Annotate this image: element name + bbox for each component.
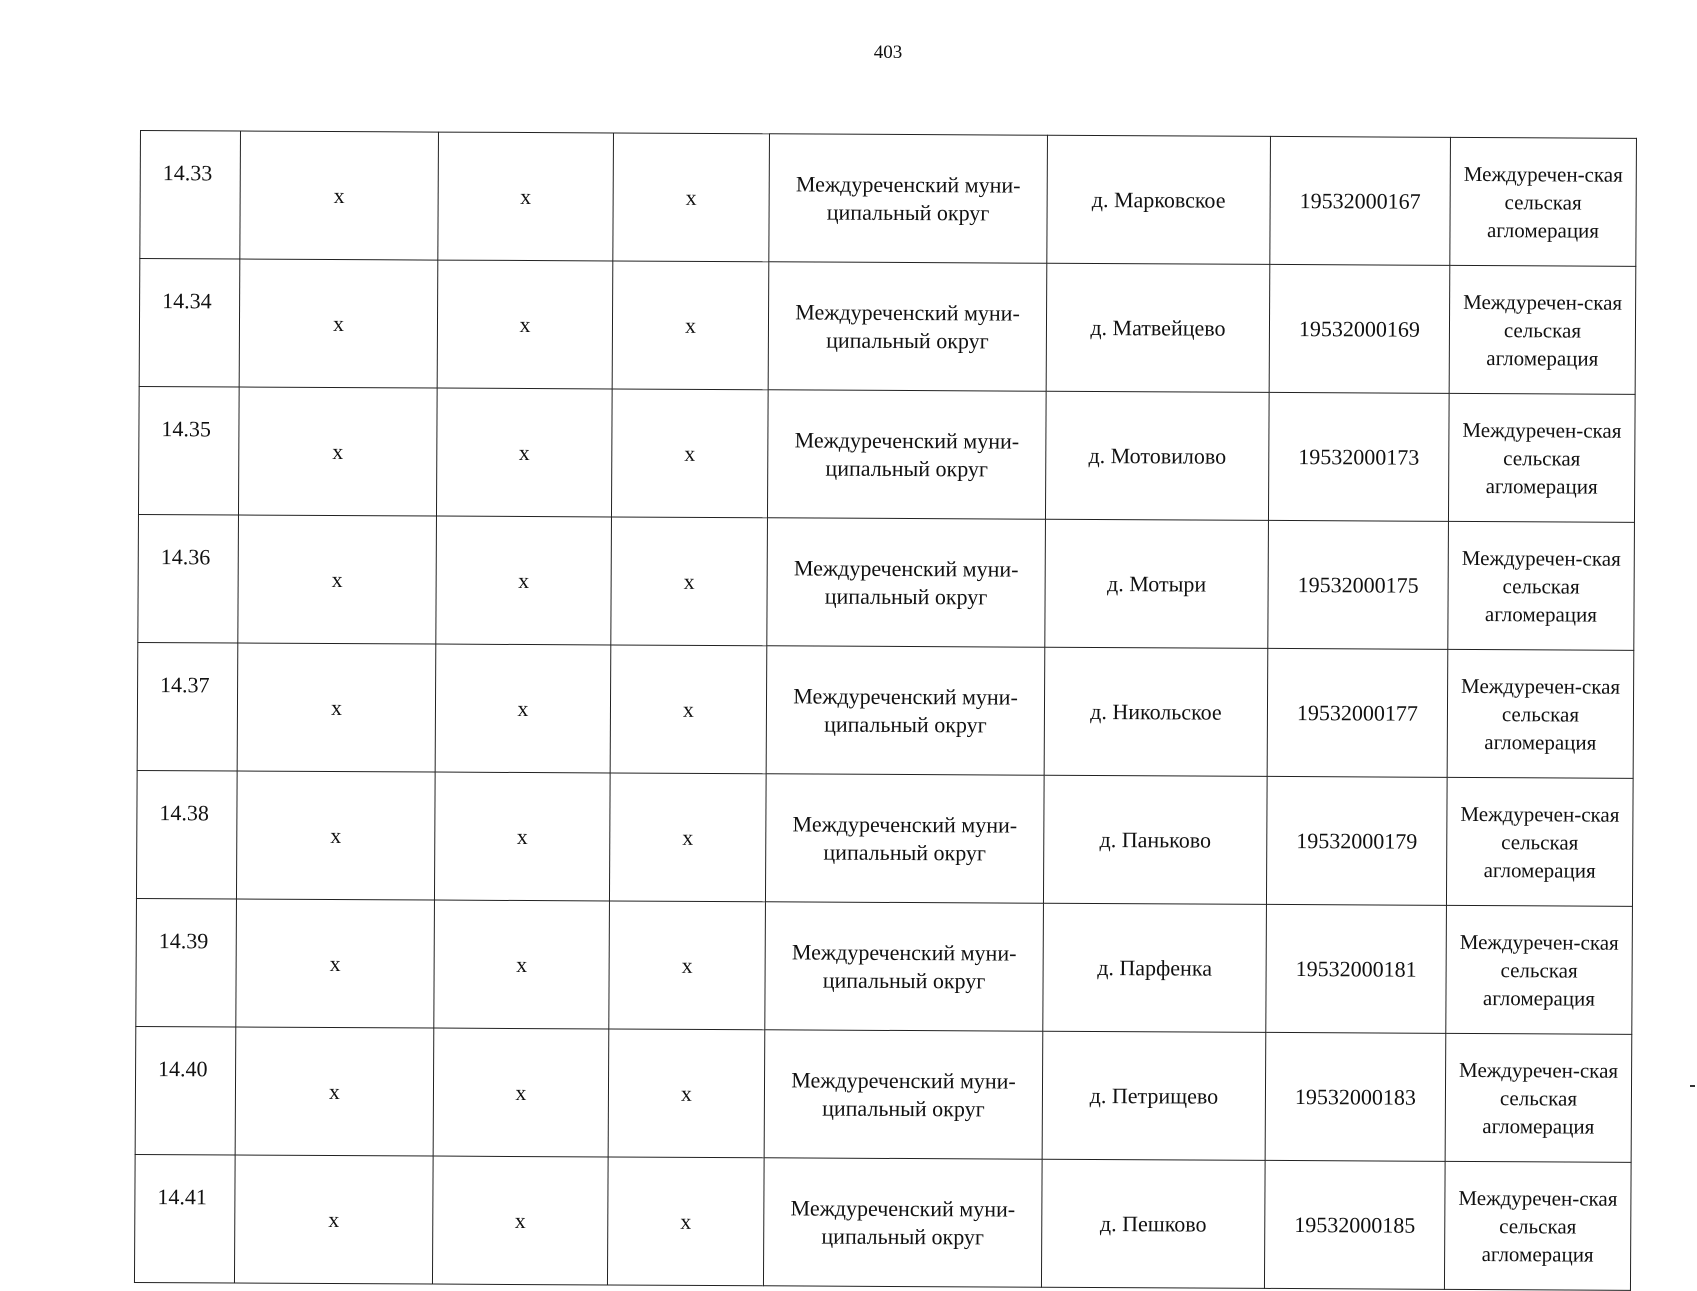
district-cell: Междуреченский муни-ципальный округ: [765, 774, 1044, 903]
oktmo-code-cell: 19532000179: [1266, 776, 1447, 905]
row-number-cell: 14.36: [138, 514, 239, 643]
oktmo-code-cell: 19532000175: [1268, 520, 1449, 649]
agglomeration-cell: Междуречен-ская сельская агломерация: [1446, 777, 1633, 906]
table-row: [135, 1026, 1632, 1162]
x-cell: х: [238, 387, 437, 516]
x-cell: х: [239, 259, 438, 388]
agglomeration-cell: Междуречен-ская сельская агломерация: [1449, 265, 1636, 394]
table-row: [136, 770, 1633, 906]
row-number-cell: 14.41: [134, 1154, 235, 1283]
locality-cell: д. Мотыри: [1045, 519, 1269, 648]
x-cell: х: [240, 131, 439, 260]
row-number-cell: 14.35: [138, 386, 239, 515]
locality-cell: д. Марковское: [1047, 135, 1271, 264]
district-cell: Междуреченский муни-ципальный округ: [767, 390, 1046, 519]
row-number-cell: 14.34: [139, 259, 240, 388]
row-number-cell: 14.40: [135, 1026, 236, 1155]
oktmo-code-cell: 19532000181: [1266, 904, 1447, 1033]
agglomeration-cell: Междуречен-ская сельская агломерация: [1448, 521, 1635, 650]
district-cell: Междуреченский муни-ципальный округ: [769, 134, 1048, 263]
x-cell: х: [234, 1155, 433, 1284]
table-row: [138, 514, 1635, 650]
table-row: [136, 898, 1633, 1034]
oktmo-code-cell: 19532000173: [1268, 392, 1449, 521]
x-cell: х: [237, 643, 436, 772]
x-cell: х: [434, 772, 610, 901]
x-cell: х: [235, 1027, 434, 1156]
x-cell: х: [435, 644, 611, 773]
x-cell: х: [434, 900, 610, 1029]
x-cell: х: [236, 771, 435, 900]
x-cell: х: [236, 899, 435, 1028]
locality-cell: д. Никольское: [1044, 647, 1268, 776]
oktmo-code-cell: 19532000167: [1270, 136, 1451, 265]
table-row: [139, 259, 1636, 395]
locality-cell: д. Петрищево: [1042, 1031, 1266, 1160]
x-cell: х: [612, 261, 769, 390]
x-cell: х: [608, 1029, 765, 1158]
oktmo-code-cell: 19532000169: [1269, 264, 1450, 393]
district-cell: Междуреченский муни-ципальный округ: [764, 1030, 1043, 1159]
x-cell: х: [611, 389, 768, 518]
x-cell: х: [432, 1156, 608, 1285]
scan-edge-mark: [1690, 1085, 1695, 1087]
page-number: 403: [873, 42, 903, 63]
oktmo-code-cell: 19532000183: [1265, 1032, 1446, 1161]
locality-cell: д. Паньково: [1043, 775, 1267, 904]
x-cell: х: [609, 901, 766, 1030]
x-cell: х: [436, 388, 612, 517]
row-number-cell: 14.33: [140, 131, 241, 260]
x-cell: х: [613, 133, 770, 262]
district-cell: Междуреченский муни-ципальный округ: [767, 518, 1046, 647]
table-row: [138, 386, 1635, 522]
row-number-cell: 14.38: [136, 770, 237, 899]
settlements-table: [134, 130, 1637, 1291]
oktmo-code-cell: 19532000185: [1264, 1160, 1445, 1289]
x-cell: х: [607, 1157, 764, 1286]
locality-cell: д. Матвейцево: [1046, 263, 1270, 392]
agglomeration-cell: Междуречен-ская сельская агломерация: [1447, 649, 1634, 778]
locality-cell: д. Парфенка: [1043, 903, 1267, 1032]
district-cell: Междуреченский муни-ципальный округ: [766, 646, 1045, 775]
table-body: [134, 131, 1636, 1291]
row-number-cell: 14.37: [137, 642, 238, 771]
x-cell: х: [436, 516, 612, 645]
agglomeration-cell: Междуречен-ская сельская агломерация: [1444, 1161, 1631, 1290]
x-cell: х: [609, 773, 766, 902]
district-cell: Междуреченский муни-ципальный округ: [768, 262, 1047, 391]
agglomeration-cell: Междуречен-ская сельская агломерация: [1445, 1033, 1632, 1162]
agglomeration-cell: Междуречен-ская сельская агломерация: [1446, 905, 1633, 1034]
table-row: [137, 642, 1634, 778]
agglomeration-cell: Междуречен-ская сельская агломерация: [1450, 137, 1637, 266]
x-cell: х: [238, 515, 437, 644]
table-row: [134, 1154, 1631, 1290]
district-cell: Междуреченский муни-ципальный округ: [765, 902, 1044, 1031]
table-row: [140, 131, 1637, 267]
row-number-cell: 14.39: [136, 898, 237, 1027]
oktmo-code-cell: 19532000177: [1267, 648, 1448, 777]
x-cell: х: [610, 645, 767, 774]
x-cell: х: [433, 1028, 609, 1157]
agglomeration-cell: Междуречен-ская сельская агломерация: [1448, 393, 1635, 522]
x-cell: х: [437, 260, 613, 389]
locality-cell: д. Пешково: [1041, 1159, 1265, 1288]
locality-cell: д. Мотовилово: [1045, 391, 1269, 520]
x-cell: х: [438, 132, 614, 261]
district-cell: Междуреченский муни-ципальный округ: [763, 1158, 1042, 1287]
x-cell: х: [611, 517, 768, 646]
